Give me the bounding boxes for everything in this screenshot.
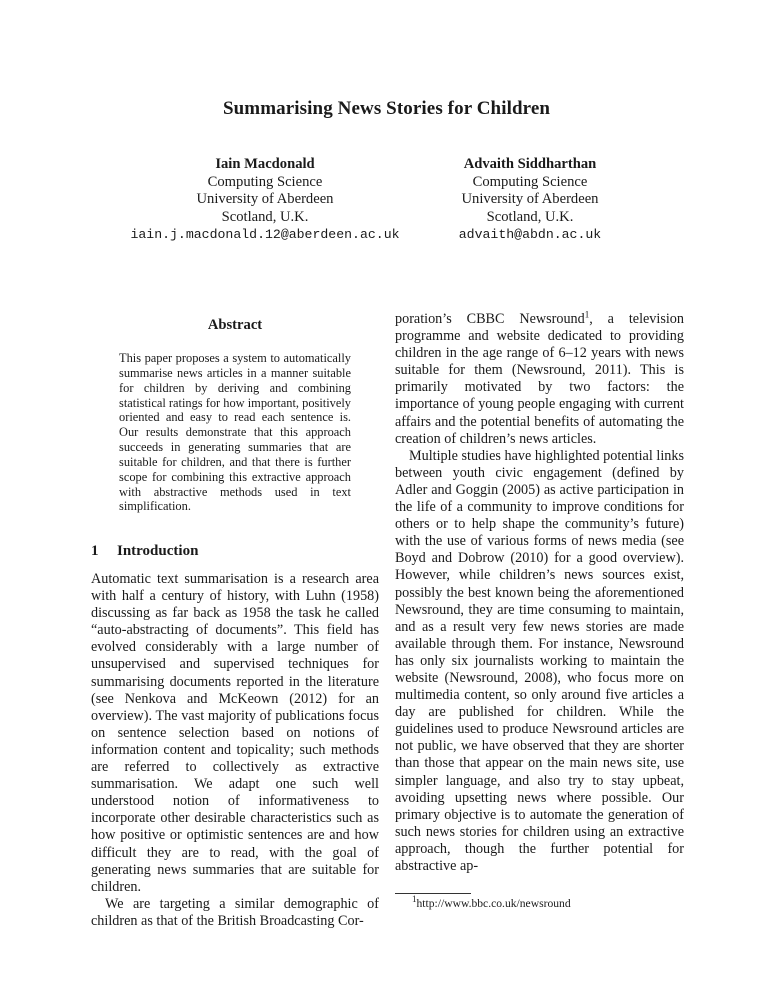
body-paragraph: Automatic text summarisation is a research area with half a century of history, with Luhn (1958) discussing as far back as 1958 the task he called “auto-abstracting of documents”. This field has evolved considerably with a large number of unsupervised and supervised techniques for summarising documents reported in the literature (see Nenkova and McKeown (2012) for an overview). The vast majority of publications focus on sentence selection based on notions of information content and topicality; such methods are referred to collectively as extractive summarisation. We adapt one such well understood notion of informativeness to incorporate other desirable characteristics such as how positive or optimistic sentences are and how difficult they are to read, with the goal of generating news summaries that are suitable for children.	[91, 571, 379, 895]
author-institution: University of Aberdeen	[196, 191, 334, 207]
footnote-number: 1	[412, 894, 417, 905]
paper-title: Summarising News Stories for Children	[222, 98, 551, 119]
paragraph-text: , a television programme and website dedicated to providing children in the age range of 6–12 years with news suitable for them (Newsround, 2011). This is primarily motivated by two factors: the importance of young people engaging with current affairs and the potential benefits of automating the creation of children’s news articles.	[395, 311, 684, 447]
author-department: Computing Science	[472, 173, 588, 190]
paragraph-text: poration’s CBBC Newsround	[395, 311, 585, 327]
author-email: iain.j.macdonald.12@aberdeen.ac.uk	[130, 227, 400, 242]
abstract-heading: Abstract	[207, 317, 263, 333]
author-location: Scotland, U.K.	[221, 208, 309, 225]
author-block-2	[380, 156, 680, 244]
footnote-marker: 1	[584, 309, 590, 320]
author-name: Advaith Siddharthan	[463, 156, 597, 172]
footnote-divider	[395, 893, 471, 894]
left-column-body	[91, 571, 379, 930]
author-institution: University of Aberdeen	[461, 191, 599, 207]
section-heading-introduction	[91, 543, 198, 560]
author-department: Computing Science	[207, 173, 323, 190]
author-block-1	[115, 156, 415, 244]
body-paragraph	[395, 311, 684, 448]
body-paragraph: We are targeting a similar demographic of children as that of the British Broadcasting Cor-	[91, 895, 379, 929]
abstract-text: This paper proposes a system to automatically summarise news articles in a manner suitable for children by deriving and combining statistical ratings for how important, positively oriented and easy to read each sentence is. Our results demonstrate that this approach succeeds in generating summaries that are suitable for children, and that there is further scope for combining this extractive approach with abstractive methods used in text simplification.	[119, 351, 351, 514]
author-location: Scotland, U.K.	[486, 208, 574, 225]
footnote	[412, 894, 571, 910]
footnote-link[interactable]: http://www.bbc.co.uk/newsround	[416, 897, 571, 910]
author-name: Iain Macdonald	[215, 156, 315, 172]
section-number: 1	[91, 543, 99, 559]
body-paragraph: Multiple studies have highlighted potential links between youth civic engagement (defined by Adler and Goggin (2005) as active participation in the life of a community to improve conditions for others or to help shape the community’s future) with the use of various forms of news media (see Boyd and Dobrow (2010) for a good overview). However, while children’s news sources exist, possibly the best known being the aforementioned Newsround, they are time consuming to maintain, and as a result very few news stories are made available through them. For instance, Newsround has only six journalists working to maintain the website (Newsround, 2008), who focus more on multimedia content, so only around five articles a day are published for children. While the guidelines used to produce Newsround articles are not public, we have observed that they are shorter than those that appear on the main news site, use simpler language, and also try to stay upbeat, avoiding upsetting news where possible. Our primary objective is to automate the generation of such news stories for children using an extractive approach, though the further potential for abstractive ap-	[395, 447, 684, 874]
section-title: Introduction	[117, 543, 199, 559]
right-column-body	[395, 311, 684, 875]
author-email: advaith@abdn.ac.uk	[458, 227, 602, 242]
